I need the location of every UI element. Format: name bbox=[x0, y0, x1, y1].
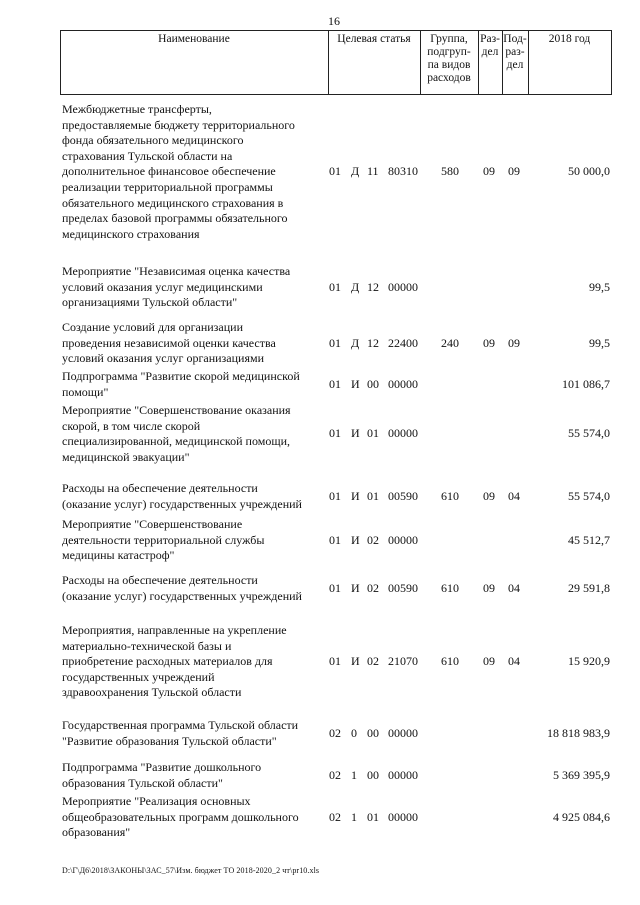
code-subprogram: И bbox=[351, 581, 360, 595]
amount-2018: 99,5 bbox=[589, 336, 610, 350]
subsection: 04 bbox=[508, 654, 520, 668]
table-row bbox=[62, 369, 610, 400]
section: 09 bbox=[483, 654, 495, 668]
row-name: Мероприятия, направленные на укрепление материально-технической базы и приобретение расходных материалов для государственных учреждений здравоохранения Тульской области bbox=[62, 623, 287, 700]
code-program: 02 bbox=[329, 726, 341, 740]
code-direction: 22400 bbox=[388, 336, 418, 350]
code-subprogram: Д bbox=[351, 336, 360, 350]
code-subprogram: И bbox=[351, 533, 360, 547]
code-program: 01 bbox=[329, 377, 341, 391]
subsection: 04 bbox=[508, 489, 520, 503]
table-row bbox=[62, 718, 610, 749]
row-name: Подпрограмма "Развитие дошкольного образования Тульской области" bbox=[62, 760, 262, 790]
table-row bbox=[62, 320, 610, 367]
section: 09 bbox=[483, 164, 495, 178]
section: 09 bbox=[483, 489, 495, 503]
code-event: 01 bbox=[367, 426, 379, 440]
code-event: 00 bbox=[367, 726, 379, 740]
footer-file-path: D:\Г\Д6\2018\ЗАКОНЫ\ЗАС_57\Изм. бюджет ТО 2018-2020_2 чт\pr10.xls bbox=[62, 866, 320, 875]
code-direction: 21070 bbox=[388, 654, 418, 668]
amount-2018: 55 574,0 bbox=[568, 489, 610, 503]
table-row bbox=[62, 403, 610, 465]
code-direction: 00000 bbox=[388, 533, 418, 547]
code-direction: 00000 bbox=[388, 810, 418, 824]
section: 09 bbox=[483, 581, 495, 595]
code-direction: 80310 bbox=[388, 164, 418, 178]
table-row bbox=[62, 623, 610, 701]
code-event: 12 bbox=[367, 336, 379, 350]
code-direction: 00590 bbox=[388, 489, 418, 503]
code-event: 02 bbox=[367, 581, 379, 595]
code-program: 01 bbox=[329, 426, 341, 440]
header-section: Раз- дел bbox=[480, 33, 500, 58]
code-direction: 00000 bbox=[388, 426, 418, 440]
header-target-article: Целевая статья bbox=[337, 33, 411, 45]
code-subprogram: И bbox=[351, 377, 360, 391]
expense-group: 610 bbox=[441, 581, 459, 595]
code-program: 01 bbox=[329, 654, 341, 668]
code-subprogram: 1 bbox=[351, 768, 357, 782]
row-name: Мероприятие "Совершенствование оказания скорой, в том числе скорой специализированной, медицинской помощи, медицинской эвакуации" bbox=[62, 403, 291, 464]
subsection: 09 bbox=[508, 164, 520, 178]
amount-2018: 45 512,7 bbox=[568, 533, 610, 547]
table-row bbox=[62, 517, 610, 564]
code-event: 01 bbox=[367, 810, 379, 824]
table-row bbox=[62, 573, 610, 604]
table-row bbox=[62, 264, 610, 311]
subsection: 04 bbox=[508, 581, 520, 595]
code-event: 11 bbox=[367, 164, 379, 178]
code-subprogram: 0 bbox=[351, 726, 357, 740]
code-program: 01 bbox=[329, 280, 341, 294]
row-name: Расходы на обеспечение деятельности (оказание услуг) государственных учреждений bbox=[62, 573, 302, 603]
row-name: Государственная программа Тульской области "Развитие образования Тульской области" bbox=[62, 718, 299, 748]
amount-2018: 29 591,8 bbox=[568, 581, 610, 595]
code-program: 02 bbox=[329, 768, 341, 782]
code-subprogram: И bbox=[351, 426, 360, 440]
code-program: 01 bbox=[329, 489, 341, 503]
amount-2018: 15 920,9 bbox=[568, 654, 610, 668]
code-event: 01 bbox=[367, 489, 379, 503]
code-direction: 00000 bbox=[388, 768, 418, 782]
header-top-border bbox=[60, 30, 612, 31]
code-subprogram: И bbox=[351, 654, 360, 668]
code-direction: 00000 bbox=[388, 280, 418, 294]
amount-2018: 5 369 395,9 bbox=[553, 768, 610, 782]
amount-2018: 18 818 983,9 bbox=[547, 726, 610, 740]
header-subsection: Под- раз- дел bbox=[503, 33, 527, 71]
code-program: 01 bbox=[329, 164, 341, 178]
subsection: 09 bbox=[508, 336, 520, 350]
code-subprogram: И bbox=[351, 489, 360, 503]
table-row bbox=[62, 794, 610, 841]
code-program: 01 bbox=[329, 336, 341, 350]
expense-group: 610 bbox=[441, 654, 459, 668]
header-year: 2018 год bbox=[548, 33, 591, 45]
code-event: 02 bbox=[367, 654, 379, 668]
code-event: 02 bbox=[367, 533, 379, 547]
code-subprogram: 1 bbox=[351, 810, 357, 824]
code-subprogram: Д bbox=[351, 280, 360, 294]
page-number: 16 bbox=[328, 14, 340, 28]
header-expense-group: Группа, подгруп- па видов расходов bbox=[427, 33, 471, 84]
row-name: Мероприятие "Реализация основных общеобразовательных программ дошкольного образования" bbox=[62, 794, 299, 840]
row-name: Межбюджетные трансферты, предоставляемые бюджету территориального фонда обязательного медицинского страхования Тульской области на дополнительное финансовое обеспечение реализации территориальной программы обязательного медицинского страхования в пределах базовой программы обязательного медицинского страхования bbox=[62, 102, 295, 241]
row-name: Подпрограмма "Развитие скорой медицинской помощи" bbox=[62, 369, 300, 399]
code-direction: 00000 bbox=[388, 726, 418, 740]
header-name: Наименование bbox=[158, 33, 230, 45]
code-subprogram: Д bbox=[351, 164, 360, 178]
expense-group: 240 bbox=[441, 336, 459, 350]
amount-2018: 99,5 bbox=[589, 280, 610, 294]
amount-2018: 101 086,7 bbox=[562, 377, 610, 391]
row-name: Создание условий для организации проведения независимой оценки качества условий оказания услуг организациями bbox=[62, 320, 276, 366]
table-row bbox=[62, 102, 610, 242]
code-event: 00 bbox=[367, 768, 379, 782]
header-bottom-border bbox=[60, 94, 612, 95]
code-program: 02 bbox=[329, 810, 341, 824]
code-program: 01 bbox=[329, 581, 341, 595]
amount-2018: 55 574,0 bbox=[568, 426, 610, 440]
expense-group: 610 bbox=[441, 489, 459, 503]
expense-group: 580 bbox=[441, 164, 459, 178]
header-divider bbox=[611, 30, 612, 94]
section: 09 bbox=[483, 336, 495, 350]
table-row bbox=[62, 760, 610, 791]
code-program: 01 bbox=[329, 533, 341, 547]
row-name: Мероприятие "Совершенствование деятельности территориальной службы медицины катастроф" bbox=[62, 517, 265, 563]
table-row bbox=[62, 481, 610, 512]
code-direction: 00000 bbox=[388, 377, 418, 391]
code-event: 12 bbox=[367, 280, 379, 294]
row-name: Расходы на обеспечение деятельности (оказание услуг) государственных учреждений bbox=[62, 481, 302, 511]
amount-2018: 50 000,0 bbox=[568, 164, 610, 178]
row-name: Мероприятие "Независимая оценка качества условий оказания услуг медицинскими организациями Тульской области" bbox=[62, 264, 291, 310]
code-direction: 00590 bbox=[388, 581, 418, 595]
code-event: 00 bbox=[367, 377, 379, 391]
amount-2018: 4 925 084,6 bbox=[553, 810, 610, 824]
